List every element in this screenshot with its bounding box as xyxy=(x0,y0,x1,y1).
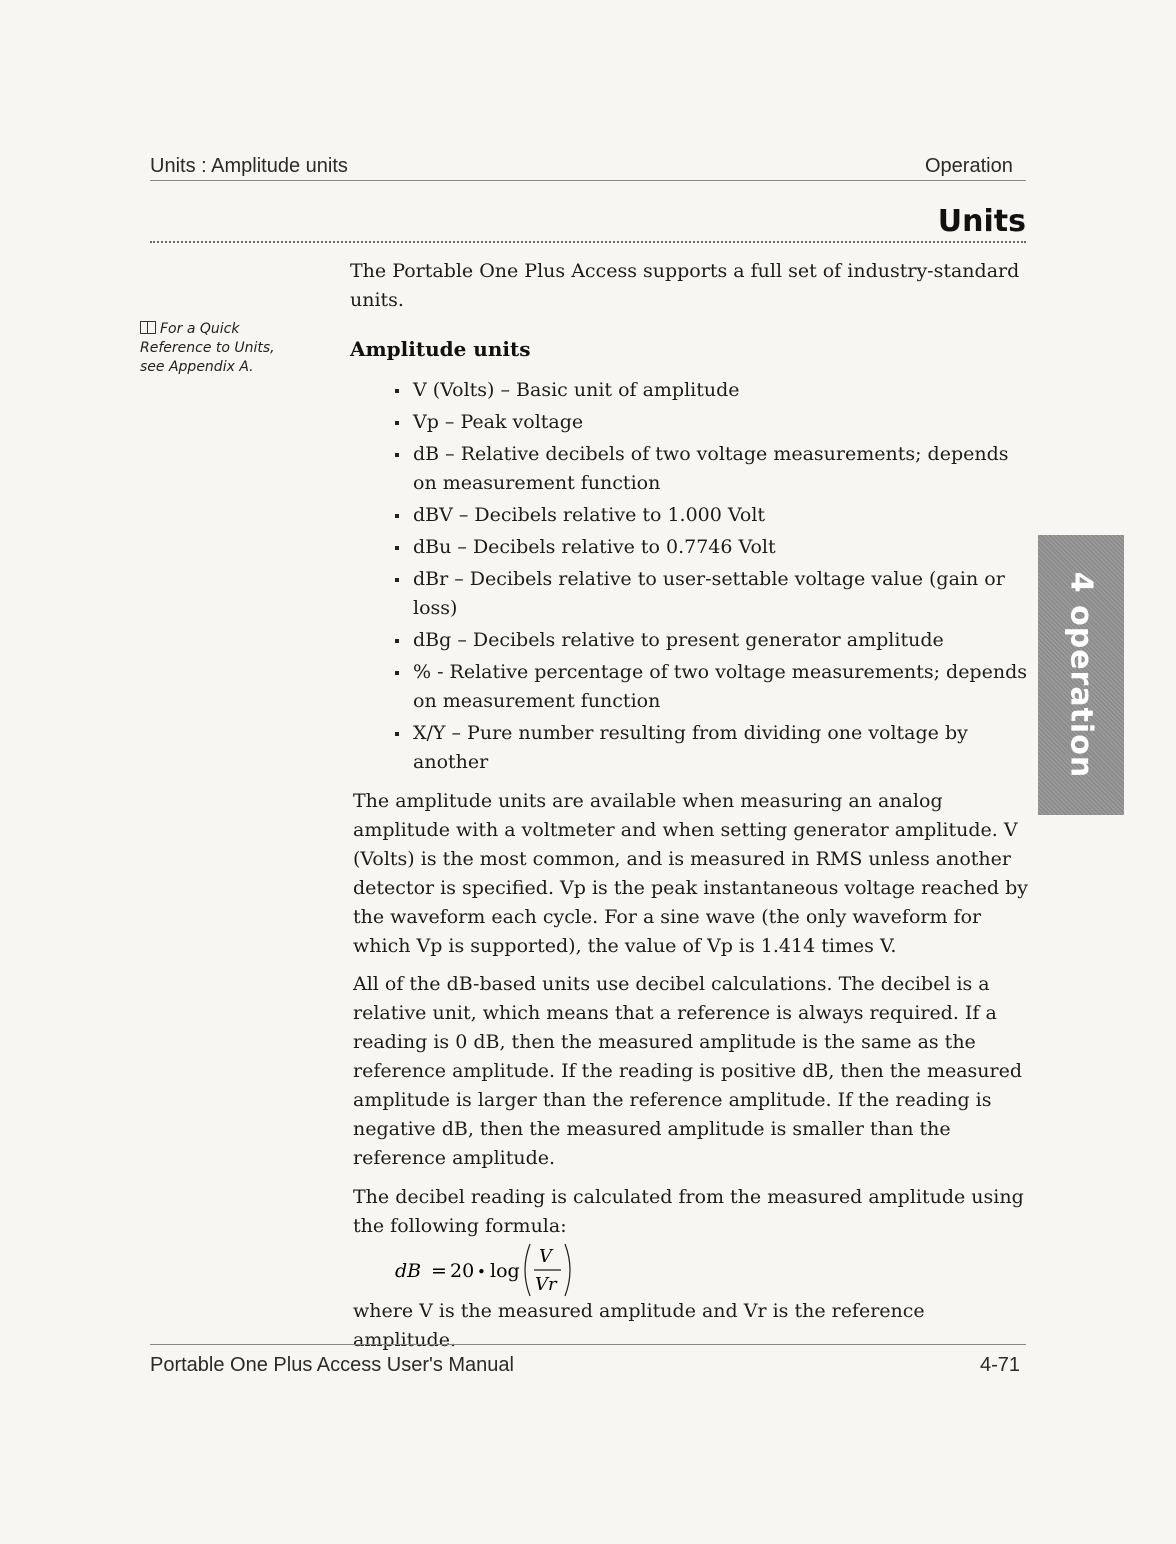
list-item xyxy=(395,719,1030,777)
paragraph-formula-intro: The decibel reading is calculated from the measured amplitude using the following formula: xyxy=(353,1186,1024,1237)
list-item-text: dBV – Decibels relative to 1.000 Volt xyxy=(413,504,766,526)
formula-operator: • xyxy=(477,1263,486,1281)
list-item-text: % - Relative percentage of two voltage measurements; depends on measurement function xyxy=(413,661,1027,712)
formula-log: log xyxy=(490,1260,520,1282)
list-item xyxy=(395,658,1030,716)
formula-right-paren xyxy=(565,1244,570,1296)
paragraph-decibel: All of the dB-based units use decibel calculations. The decibel is a relative unit, which means that a reference is always required. If a reading is 0 dB, then the measured amplitude is the same as the reference amplitude. If the reading is positive dB, then the measured amplitude is larger than the reference amplitude. If the reading is negative dB, then the measured amplitude is smaller than the reference amplitude. xyxy=(353,973,1023,1169)
formula-coefficient: 20 xyxy=(450,1260,475,1282)
running-header-chapter: Operation xyxy=(925,155,1013,177)
list-item xyxy=(395,376,1030,405)
margin-note xyxy=(140,320,290,377)
formula-denominator: Vr xyxy=(535,1274,557,1295)
page-number: 4-71 xyxy=(980,1354,1021,1376)
formula-left-paren xyxy=(525,1244,530,1296)
formula-numerator: V xyxy=(539,1246,552,1267)
bullet-icon xyxy=(395,578,399,582)
chapter-thumb-tab-label: 4 operation xyxy=(1063,571,1099,779)
list-item-text: V (Volts) – Basic unit of amplitude xyxy=(413,379,740,401)
bullet-icon xyxy=(395,421,399,425)
footer-rule xyxy=(150,1344,1026,1345)
chapter-thumb-tab xyxy=(1038,535,1124,815)
list-item xyxy=(395,408,1030,437)
intro-paragraph: The Portable One Plus Access supports a full set of industry-standard units. xyxy=(350,260,1020,311)
footer-manual-title: Portable One Plus Access User's Manual xyxy=(150,1354,514,1376)
bullet-icon xyxy=(395,732,399,736)
page-title: Units xyxy=(937,204,1026,239)
list-item-text: X/Y – Pure number resulting from dividing one voltage by another xyxy=(413,722,968,773)
formula-equals: = xyxy=(431,1260,447,1282)
margin-note-text: For a Quick Reference to Units, see Appendix A. xyxy=(140,321,275,375)
list-item xyxy=(395,501,1030,530)
section-heading: Amplitude units xyxy=(350,337,531,361)
paragraph-amplitude-units: The amplitude units are available when measuring an analog amplitude with a voltmeter and when setting generator amplitude. V (Volts) is the most common, and is measured in RMS unless another detector is specified. Vp is the peak instantaneous voltage reached by the waveform each cycle. For a sine wave (the only waveform for which Vp is supported), the value of Vp is 1.414 times V. xyxy=(353,790,1028,957)
formula-explanation: where V is the measured amplitude and Vr is the reference amplitude. xyxy=(353,1300,925,1351)
list-item xyxy=(395,626,1030,655)
running-header-section: Units : Amplitude units xyxy=(150,155,348,177)
amplitude-units-list xyxy=(395,376,1030,780)
bullet-icon xyxy=(395,389,399,393)
bullet-icon xyxy=(395,453,399,457)
bullet-icon xyxy=(395,671,399,675)
list-item xyxy=(395,440,1030,498)
list-item-text: dBu – Decibels relative to 0.7746 Volt xyxy=(413,536,776,558)
bullet-icon xyxy=(395,639,399,643)
list-item-text: dBr – Decibels relative to user-settable voltage value (gain or loss) xyxy=(413,568,1005,619)
title-rule xyxy=(150,241,1026,243)
formula-lhs: dB xyxy=(395,1260,422,1282)
bullet-icon xyxy=(395,546,399,550)
list-item-text: dBg – Decibels relative to present generator amplitude xyxy=(413,629,944,651)
list-item-text: dB – Relative decibels of two voltage measurements; depends on measurement function xyxy=(413,443,1009,494)
list-item xyxy=(395,565,1030,623)
list-item-text: Vp – Peak voltage xyxy=(413,411,584,433)
header-rule xyxy=(150,180,1026,181)
bullet-icon xyxy=(395,514,399,518)
list-item xyxy=(395,533,1030,562)
book-icon xyxy=(140,321,156,334)
decibel-formula xyxy=(395,1240,595,1300)
